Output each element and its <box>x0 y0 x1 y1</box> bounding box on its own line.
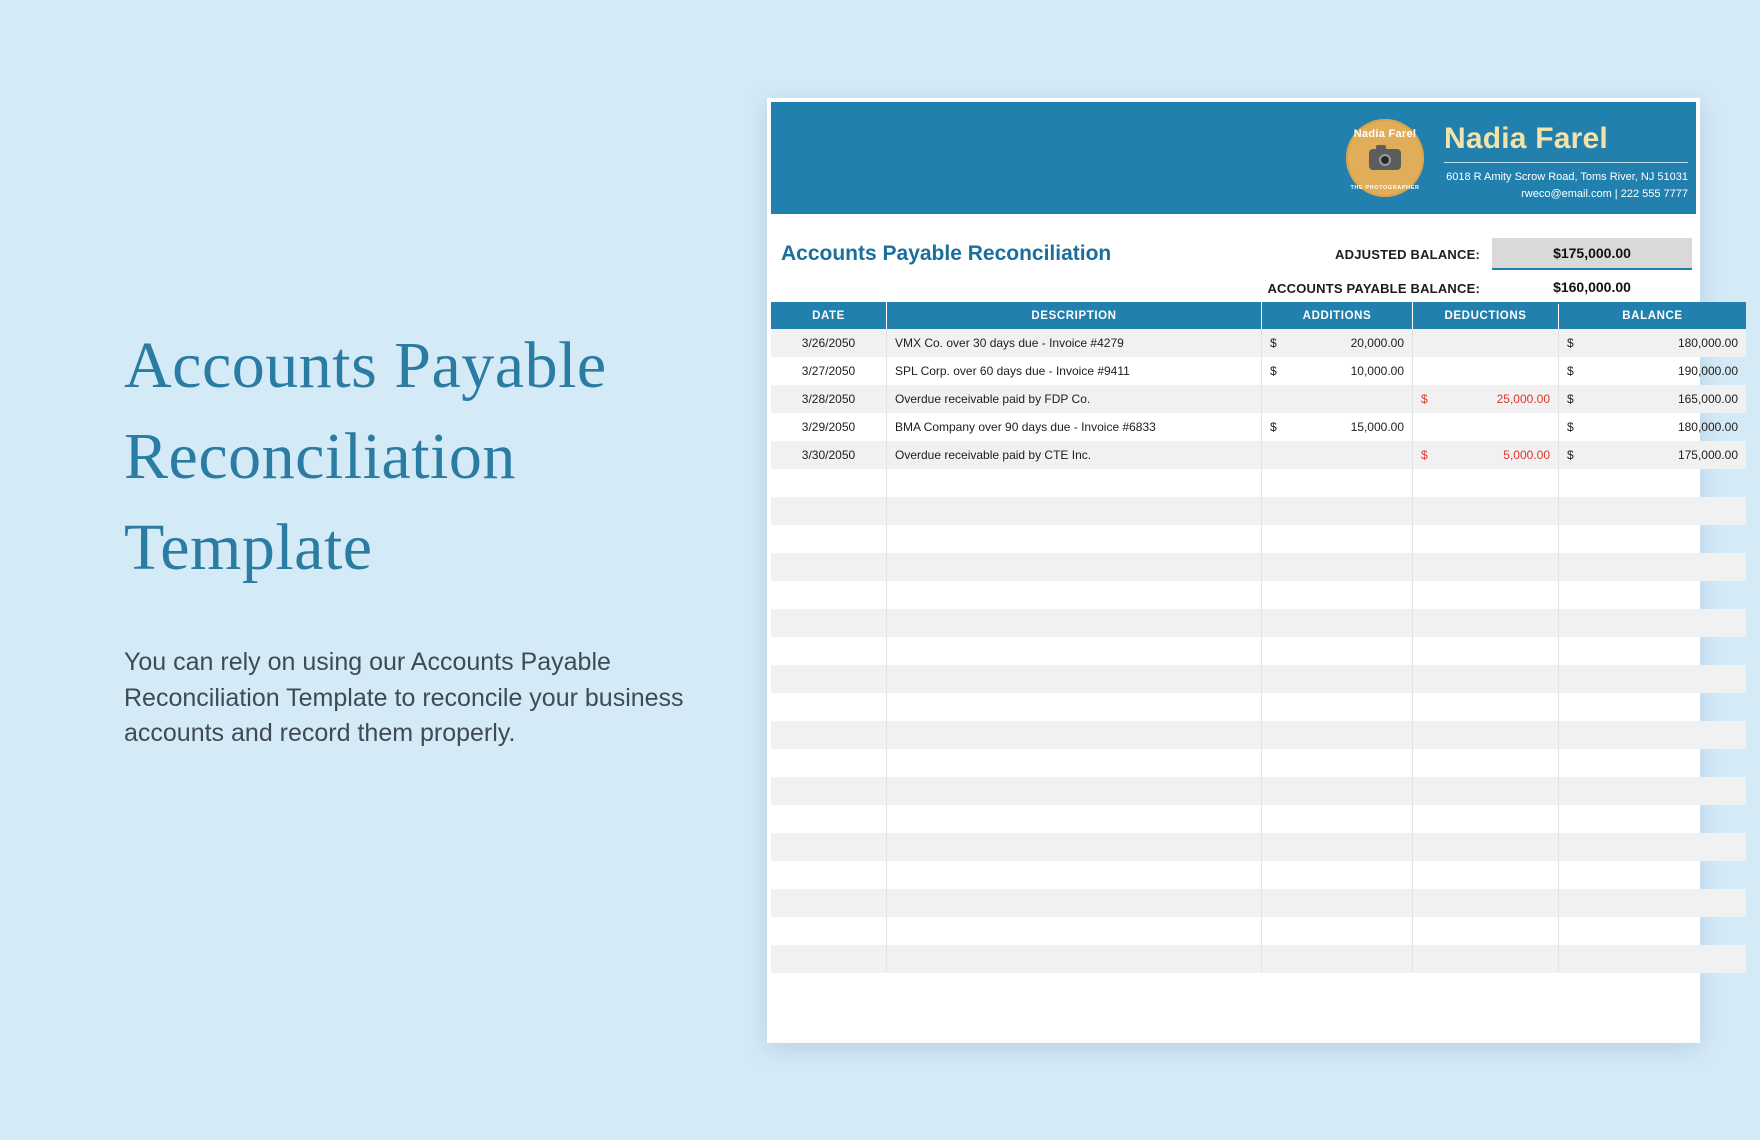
table-row[interactable] <box>771 525 1746 553</box>
cell-description[interactable]: VMX Co. over 30 days due - Invoice #4279 <box>887 329 1262 357</box>
cell-empty[interactable] <box>1413 581 1559 609</box>
cell-empty[interactable] <box>1413 889 1559 917</box>
table-row[interactable] <box>771 385 1746 413</box>
cell-empty[interactable] <box>1559 581 1747 609</box>
table-row[interactable] <box>771 693 1746 721</box>
currency-symbol: $ <box>1567 448 1574 462</box>
currency-symbol: $ <box>1421 448 1428 462</box>
cell-empty[interactable] <box>1262 945 1413 973</box>
cell-empty[interactable] <box>1559 609 1747 637</box>
cell-empty[interactable] <box>1559 945 1747 973</box>
cell-empty[interactable] <box>771 525 887 553</box>
table-row[interactable] <box>771 665 1746 693</box>
cell-empty[interactable] <box>1559 637 1747 665</box>
cell-deductions[interactable] <box>1413 441 1559 469</box>
sheet-summary <box>771 214 1696 302</box>
cell-amount: 190,000.00 <box>1677 364 1738 378</box>
cell-empty[interactable] <box>1413 525 1559 553</box>
page-title: Accounts Payable Reconciliation Template <box>124 329 607 585</box>
cell-amount: 5,000.00 <box>1503 448 1550 462</box>
cell-empty[interactable] <box>1413 553 1559 581</box>
cell-date[interactable]: 3/30/2050 <box>771 441 887 469</box>
cell-empty[interactable] <box>1559 721 1747 749</box>
table-row[interactable] <box>771 777 1746 805</box>
cell-empty[interactable] <box>771 945 887 973</box>
cell-empty[interactable] <box>1262 553 1413 581</box>
cell-deductions[interactable] <box>1413 385 1559 413</box>
cell-empty[interactable] <box>887 889 1262 917</box>
promo-subtitle: You can rely on using our Accounts Payable Reconciliation Template to reconcile your business accounts and record them properly. <box>124 648 684 748</box>
table-row[interactable] <box>771 469 1746 497</box>
brand-name: Nadia Farel <box>1444 122 1608 155</box>
cell-empty[interactable] <box>1559 665 1747 693</box>
cell-deductions[interactable] <box>1413 413 1559 441</box>
cell-empty[interactable] <box>1559 861 1747 889</box>
cell-empty[interactable] <box>1262 749 1413 777</box>
cell-empty[interactable] <box>771 469 887 497</box>
cell-amount: 180,000.00 <box>1677 336 1738 350</box>
brand-block <box>1444 124 1688 202</box>
cell-empty[interactable] <box>771 777 887 805</box>
column-header-additions[interactable]: ADDITIONS <box>1262 302 1413 329</box>
cell-empty[interactable] <box>771 665 887 693</box>
cell-empty[interactable] <box>887 581 1262 609</box>
table-row[interactable] <box>771 889 1746 917</box>
cell-empty[interactable] <box>1559 749 1747 777</box>
currency-symbol: $ <box>1567 392 1574 406</box>
cell-empty[interactable] <box>1262 469 1413 497</box>
cell-empty[interactable] <box>1262 889 1413 917</box>
adjusted-balance-row <box>1335 238 1692 270</box>
logo-top-text: Nadia Farel <box>1353 128 1417 140</box>
cell-empty[interactable] <box>887 693 1262 721</box>
brand-email-phone: rweco@email.com | 222 555 7777 <box>1521 187 1688 200</box>
cell-amount: 180,000.00 <box>1677 420 1738 434</box>
document-title: Accounts Payable Reconciliation <box>781 242 1112 265</box>
cell-empty[interactable] <box>1413 497 1559 525</box>
table-row[interactable] <box>771 553 1746 581</box>
cell-date[interactable]: 3/29/2050 <box>771 413 887 441</box>
sheet-header <box>771 102 1696 214</box>
cell-empty[interactable] <box>771 917 887 945</box>
cell-empty[interactable] <box>887 497 1262 525</box>
table-row[interactable] <box>771 917 1746 945</box>
table-row[interactable] <box>771 833 1746 861</box>
cell-empty[interactable] <box>1413 861 1559 889</box>
cell-empty[interactable] <box>771 553 887 581</box>
cell-empty[interactable] <box>887 777 1262 805</box>
cell-empty[interactable] <box>887 749 1262 777</box>
accounts-payable-balance-value[interactable]: $160,000.00 <box>1492 272 1692 304</box>
table-row[interactable] <box>771 749 1746 777</box>
cell-empty[interactable] <box>887 469 1262 497</box>
table-row[interactable] <box>771 441 1746 469</box>
cell-empty[interactable] <box>771 637 887 665</box>
cell-amount: 25,000.00 <box>1496 392 1550 406</box>
cell-empty[interactable] <box>1559 917 1747 945</box>
cell-empty[interactable] <box>1262 721 1413 749</box>
cell-empty[interactable] <box>887 861 1262 889</box>
cell-additions[interactable] <box>1262 357 1413 385</box>
table-body <box>771 329 1746 973</box>
column-header-balance[interactable]: BALANCE <box>1559 302 1747 329</box>
cell-empty[interactable] <box>1262 637 1413 665</box>
cell-empty[interactable] <box>887 917 1262 945</box>
cell-additions[interactable] <box>1262 413 1413 441</box>
company-logo <box>1346 119 1424 197</box>
currency-symbol: $ <box>1567 420 1574 434</box>
promo-block <box>124 320 764 752</box>
cell-additions[interactable] <box>1262 385 1413 413</box>
adjusted-balance-label: ADJUSTED BALANCE: <box>1335 246 1480 262</box>
column-header-deductions[interactable]: DEDUCTIONS <box>1413 302 1559 329</box>
cell-empty[interactable] <box>1413 609 1559 637</box>
cell-empty[interactable] <box>1413 469 1559 497</box>
cell-empty[interactable] <box>887 609 1262 637</box>
cell-empty[interactable] <box>771 609 887 637</box>
cell-empty[interactable] <box>1413 749 1559 777</box>
cell-empty[interactable] <box>771 581 887 609</box>
cell-empty[interactable] <box>771 497 887 525</box>
cell-empty[interactable] <box>771 861 887 889</box>
cell-balance[interactable] <box>1559 441 1747 469</box>
table-row[interactable] <box>771 581 1746 609</box>
currency-symbol: $ <box>1270 364 1277 378</box>
currency-symbol: $ <box>1567 364 1574 378</box>
cell-empty[interactable] <box>1413 693 1559 721</box>
currency-symbol: $ <box>1270 336 1277 350</box>
cell-empty[interactable] <box>1262 917 1413 945</box>
cell-empty[interactable] <box>771 721 887 749</box>
cell-additions[interactable] <box>1262 441 1413 469</box>
cell-description[interactable]: Overdue receivable paid by FDP Co. <box>887 385 1262 413</box>
cell-empty[interactable] <box>1262 609 1413 637</box>
cell-balance[interactable] <box>1559 357 1747 385</box>
table-row[interactable] <box>771 357 1746 385</box>
brand-divider <box>1444 162 1688 163</box>
cell-balance[interactable] <box>1559 329 1747 357</box>
adjusted-balance-value[interactable]: $175,000.00 <box>1492 238 1692 270</box>
cell-deductions[interactable] <box>1413 357 1559 385</box>
cell-empty[interactable] <box>1559 833 1747 861</box>
reconciliation-table <box>771 302 1746 973</box>
cell-amount: 10,000.00 <box>1350 364 1404 378</box>
cell-empty[interactable] <box>887 805 1262 833</box>
accounts-payable-balance-row <box>1267 272 1692 304</box>
cell-empty[interactable] <box>1262 581 1413 609</box>
cell-empty[interactable] <box>887 833 1262 861</box>
cell-empty[interactable] <box>771 693 887 721</box>
cell-empty[interactable] <box>1559 469 1747 497</box>
camera-icon <box>1369 149 1401 170</box>
cell-empty[interactable] <box>1413 665 1559 693</box>
cell-empty[interactable] <box>1262 665 1413 693</box>
cell-amount: 165,000.00 <box>1677 392 1738 406</box>
cell-empty[interactable] <box>771 749 887 777</box>
cell-date[interactable]: 3/26/2050 <box>771 329 887 357</box>
cell-empty[interactable] <box>1262 693 1413 721</box>
cell-empty[interactable] <box>887 525 1262 553</box>
cell-empty[interactable] <box>1559 497 1747 525</box>
currency-symbol: $ <box>1270 420 1277 434</box>
cell-empty[interactable] <box>887 553 1262 581</box>
logo-bottom-text: THE PHOTOGRAPHER <box>1350 185 1420 191</box>
table-row[interactable] <box>771 497 1746 525</box>
table-row[interactable] <box>771 609 1746 637</box>
cell-balance[interactable] <box>1559 385 1747 413</box>
cell-balance[interactable] <box>1559 413 1747 441</box>
column-header-date[interactable]: DATE <box>771 302 887 329</box>
cell-amount: 175,000.00 <box>1677 448 1738 462</box>
cell-empty[interactable] <box>1262 805 1413 833</box>
cell-empty[interactable] <box>1559 525 1747 553</box>
table-row[interactable] <box>771 637 1746 665</box>
cell-empty[interactable] <box>1559 693 1747 721</box>
table-row[interactable] <box>771 861 1746 889</box>
cell-amount: 15,000.00 <box>1350 420 1404 434</box>
table-row[interactable] <box>771 805 1746 833</box>
cell-empty[interactable] <box>887 637 1262 665</box>
cell-description[interactable]: SPL Corp. over 60 days due - Invoice #9411 <box>887 357 1262 385</box>
table-row[interactable] <box>771 329 1746 357</box>
cell-empty[interactable] <box>1413 721 1559 749</box>
cell-empty[interactable] <box>771 805 887 833</box>
cell-empty[interactable] <box>1262 833 1413 861</box>
currency-symbol: $ <box>1421 392 1428 406</box>
brand-address: 6018 R Amity Scrow Road, Toms River, NJ 51031 <box>1446 171 1688 183</box>
cell-empty[interactable] <box>887 721 1262 749</box>
brand-contact <box>1444 169 1688 202</box>
cell-deductions[interactable] <box>1413 329 1559 357</box>
cell-empty[interactable] <box>1559 553 1747 581</box>
cell-empty[interactable] <box>1413 917 1559 945</box>
table-row[interactable] <box>771 945 1746 973</box>
cell-empty[interactable] <box>1413 805 1559 833</box>
cell-empty[interactable] <box>1262 525 1413 553</box>
cell-empty[interactable] <box>1559 777 1747 805</box>
cell-description[interactable]: Overdue receivable paid by CTE Inc. <box>887 441 1262 469</box>
cell-empty[interactable] <box>1262 497 1413 525</box>
cell-date[interactable]: 3/28/2050 <box>771 385 887 413</box>
cell-empty[interactable] <box>887 945 1262 973</box>
cell-empty[interactable] <box>1559 805 1747 833</box>
table-row[interactable] <box>771 721 1746 749</box>
currency-symbol: $ <box>1567 336 1574 350</box>
cell-empty[interactable] <box>1413 637 1559 665</box>
table-header-row <box>771 302 1746 329</box>
cell-empty[interactable] <box>887 665 1262 693</box>
cell-description[interactable]: BMA Company over 90 days due - Invoice #6833 <box>887 413 1262 441</box>
cell-empty[interactable] <box>1413 833 1559 861</box>
cell-date[interactable]: 3/27/2050 <box>771 357 887 385</box>
cell-empty[interactable] <box>1413 777 1559 805</box>
cell-amount: 20,000.00 <box>1350 336 1404 350</box>
cell-empty[interactable] <box>771 889 887 917</box>
cell-empty[interactable] <box>1262 861 1413 889</box>
cell-empty[interactable] <box>1262 777 1413 805</box>
column-header-description[interactable]: DESCRIPTION <box>887 302 1262 329</box>
cell-empty[interactable] <box>771 833 887 861</box>
cell-empty[interactable] <box>1413 945 1559 973</box>
cell-additions[interactable] <box>1262 329 1413 357</box>
table-row[interactable] <box>771 413 1746 441</box>
accounts-payable-balance-label: ACCOUNTS PAYABLE BALANCE: <box>1267 280 1480 296</box>
cell-empty[interactable] <box>1559 889 1747 917</box>
spreadsheet-preview <box>767 98 1738 1043</box>
